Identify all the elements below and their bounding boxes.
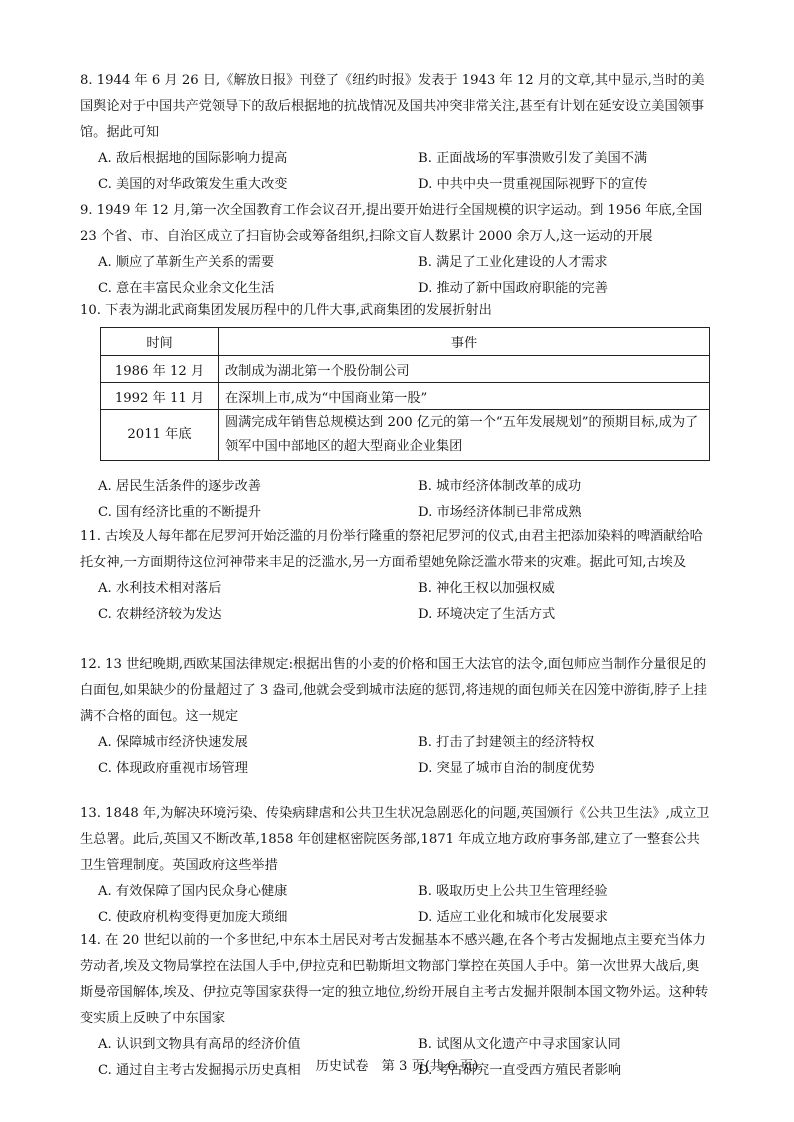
table-header-row: [101, 328, 710, 356]
option-d: D. 市场经济体制已非常成熟: [418, 505, 582, 520]
table-cell-event: 改制成为湖北第一个股份制公司: [219, 356, 710, 383]
options: [80, 879, 710, 931]
option-b: B. 神化王权以加强权威: [418, 581, 555, 596]
option-d: D. 中共中央一贯重视国际视野下的宣传: [418, 177, 648, 192]
options: [80, 576, 710, 628]
options: [80, 474, 710, 526]
question-12: [80, 652, 710, 782]
option-a: A. 认识到文物具有高昂的经济价值: [98, 1037, 301, 1052]
option-d: D. 考古研究一直受西方殖民者影响: [418, 1063, 622, 1078]
events-table: [100, 327, 710, 461]
question-stem: 13. 1848 年,为解决环境污染、传染病肆虐和公共卫生状况急剧恶化的问题,英国颁行《公共卫生法》,成立卫生总署。此后,英国又不断改革,1858 年创建枢密院医务部,1871 年成立地方政府事务部,建立了一整套公共卫生管理制度。英国政府这些举措: [80, 806, 710, 873]
option-c: C. 体现政府重视市场管理: [98, 761, 248, 776]
option-b: B. 试图从文化遗产中寻求国家认同: [418, 1037, 621, 1052]
option-a: A. 顺应了革新生产关系的需要: [98, 255, 275, 270]
page-footer: 历史试卷 第 3 页(共 6 页): [315, 1059, 479, 1074]
option-c: C. 美国的对华政策发生重大改变: [98, 177, 288, 192]
table-row: [101, 383, 710, 410]
options: [80, 250, 710, 302]
option-c: C. 农耕经济较为发达: [98, 607, 222, 622]
table-cell-time: 2011 年底: [101, 410, 219, 461]
table-cell-time: 1986 年 12 月: [101, 356, 219, 383]
option-d: D. 适应工业化和城市化发展要求: [418, 910, 608, 925]
option-c: C. 意在丰富民众业余文化生活: [98, 281, 275, 296]
question-9: [80, 198, 710, 302]
table-row: [101, 356, 710, 383]
option-a: A. 敌后根据地的国际影响力提高: [98, 151, 288, 166]
option-a: A. 保障城市经济快速发展: [98, 735, 248, 750]
option-d: D. 突显了城市自治的制度优势: [418, 761, 595, 776]
option-d: D. 环境决定了生活方式: [418, 607, 556, 622]
table-row: [101, 410, 710, 461]
option-c: C. 国有经济比重的不断提升: [98, 505, 262, 520]
option-b: B. 正面战场的军事溃败引发了美国不满: [418, 151, 648, 166]
options: [80, 146, 710, 198]
table-cell-event: 在深圳上市,成为“中国商业第一股”: [219, 383, 710, 410]
option-b: B. 满足了工业化建设的人才需求: [418, 255, 608, 270]
question-stem: 12. 13 世纪晚期,西欧某国法律规定:根据出售的小麦的价格和国王大法官的法令,面包师应当制作分量很足的白面包,如果缺少的份量超过了 3 盎司,他就会受到城市法庭的惩罚,将违规的面包师关在囚笼中游街,脖子上挂满不合格的面包。这一规定: [80, 657, 707, 724]
question-stem: 11. 古埃及人每年都在尼罗河开始泛滥的月份举行隆重的祭祀尼罗河的仪式,由君主把添加染料的啤酒献给哈托女神,一方面期待这位河神带来丰足的泛滥水,另一方面希望她免除泛滥水带来的灾难。据此可知,古埃及: [80, 529, 703, 570]
question-stem: 9. 1949 年 12 月,第一次全国教育工作会议召开,提出要开始进行全国规模的识字运动。到 1956 年底,全国 23 个省、市、自治区成立了扫盲协会或筹备组织,扫除文盲人数累计 2000 余万人,这一运动的开展: [80, 203, 703, 244]
option-a: A. 水利技术相对落后: [98, 581, 222, 596]
question-stem: 10. 下表为湖北武商集团发展历程中的几件大事,武商集团的发展折射出: [80, 303, 492, 318]
option-c: C. 使政府机构变得更加庞大琐细: [98, 910, 288, 925]
question-10-options: [80, 474, 710, 526]
table-cell-event: 圆满完成年销售总规模达到 200 亿元的第一个“五年发展规划”的预期目标,成为了领军中国中部地区的超大型商业企业集团: [219, 410, 710, 461]
table-header-event: 事件: [219, 328, 710, 356]
question-13: [80, 801, 710, 931]
question-stem: 8. 1944 年 6 月 26 日,《解放日报》刊登了《纽约时报》发表于 1943 年 12 月的文章,其中显示,当时的美国舆论对于中国共产党领导下的敌后根据地的抗战情况及国共冲突非常关注,甚至有计划在延安设立美国领事馆。据此可知: [80, 73, 705, 140]
option-a: A. 有效保障了国内民众身心健康: [98, 884, 288, 899]
question-stem: 14. 在 20 世纪以前的一个多世纪,中东本土居民对考古发掘基本不感兴趣,在各个考古发掘地点主要充当体力劳动者,埃及文物局掌控在法国人手中,伊拉克和巴勒斯坦文物部门掌控在英国人手中。第一次世界大战后,奥斯曼帝国解体,埃及、伊拉克等国家获得一定的独立地位,纷纷开展自主考古发掘并限制本国文物外运。这种转变实质上反映了中东国家: [80, 933, 709, 1026]
question-10: [80, 298, 710, 324]
option-b: B. 城市经济体制改革的成功: [418, 479, 582, 494]
option-a: A. 居民生活条件的逐步改善: [98, 479, 261, 494]
options: [80, 730, 710, 782]
table-cell-time: 1992 年 11 月: [101, 383, 219, 410]
question-11: [80, 524, 710, 628]
option-c: C. 通过自主考古发掘揭示历史真相: [98, 1063, 301, 1078]
question-8: [80, 68, 710, 198]
option-d: D. 推动了新中国政府职能的完善: [418, 281, 608, 296]
option-b: B. 打击了封建领主的经济特权: [418, 735, 595, 750]
option-b: B. 吸取历史上公共卫生管理经验: [418, 884, 608, 899]
table-header-time: 时间: [101, 328, 219, 356]
